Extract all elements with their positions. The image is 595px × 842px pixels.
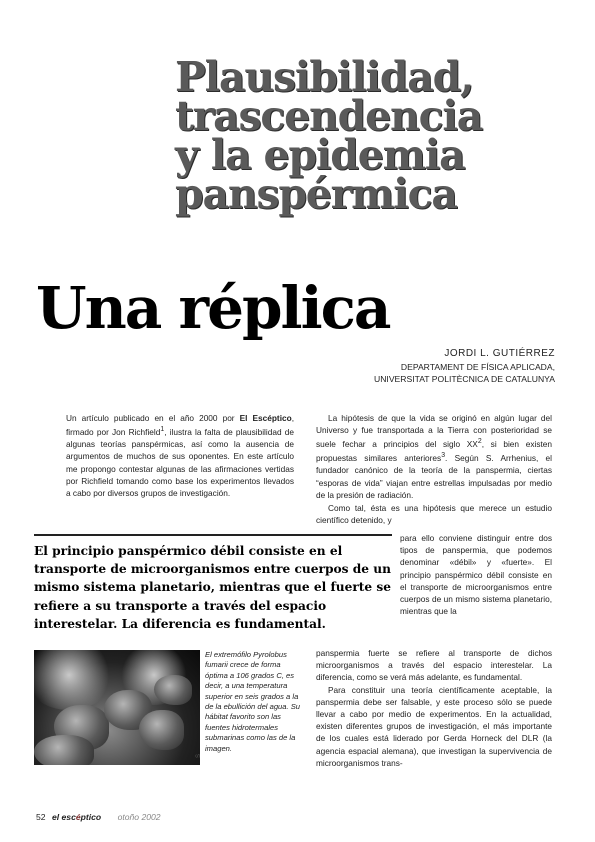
paragraph-falsable: Para constituir una teoría científicamente aceptable, la panspermia debe ser falsable, y este proceso sólo se puede llevar a cabo por medio de experimentos. En la actualidad, existen diferentes grupos de investigación, el más importante de los cuales está liderado por Gerda Horneck del DLR (la agencia espacial alemana), que investigan la supervivencia de microorganismos trans- xyxy=(316,684,552,768)
article-title xyxy=(175,53,575,218)
author-university: UNIVERSITAT POLITÈCNICA DE CATALUNYA xyxy=(374,374,555,384)
column-right-bottom xyxy=(316,647,552,769)
issue-season: otoño 2002 xyxy=(117,812,161,822)
title-line-4: panspérmica xyxy=(175,170,457,218)
footnote-ref-1: 1 xyxy=(160,426,165,434)
column-left xyxy=(66,412,294,499)
vent-rock xyxy=(34,735,94,765)
author-block xyxy=(374,348,555,386)
author-name: JORDI L. GUTIÉRREZ xyxy=(444,348,555,359)
author-department: DEPARTAMENT DE FÍSICA APLICADA, xyxy=(400,361,555,372)
intro-paragraph xyxy=(66,412,294,499)
title-line-1: Plausibilidad, xyxy=(175,53,474,101)
hyp-text-b: , si bien existen propuestas similares anteriores xyxy=(316,439,552,464)
intro-text-b: , firmado por Jon Richfield xyxy=(66,413,294,437)
photo-caption: El extremófilo Pyrolobus fumarii crece de forma óptima a 106 grados C, es decir, a una temperatura superior en seis grados a la de la ebullición del agua. Su hábitat favorito son las fuentes hidrotermales submarinas como las de la imagen. xyxy=(205,650,300,753)
vent-rock xyxy=(139,710,184,750)
hydrothermal-vent-photo xyxy=(34,650,200,765)
brand-accent: é xyxy=(75,812,81,822)
brand-text-b: ptico xyxy=(80,812,102,822)
column-right-narrow: para ello conviene distinguir entre dos tipos de panspermia, que podemos denominar «débil» y «fuerte». El principio panspérmico débil consiste en el transporte de microorganismos entre cuerpos de un mismo sistema planetario, mientras que la xyxy=(400,533,552,617)
paragraph-hypothesis xyxy=(316,412,552,501)
pull-quote: El principio panspérmico débil consiste en el transporte de microorganismos entre cuerpos de un mismo sistema planetario, mientras que el fuerte se refiere a su transporte a través del espacio interestelar. La diferencia es fundamental. xyxy=(34,544,392,631)
pull-quote-rule xyxy=(34,534,392,536)
page-footer xyxy=(36,812,161,822)
paragraph-panspermia-strong: panspermia fuerte se refiere al transporte de dichos microorganismos a través del espacio interestelar. La diferencia, como se verá más adelante, es fundamental. xyxy=(316,648,552,683)
intro-text-a: Un artículo publicado en el año 2000 por xyxy=(66,413,240,423)
intro-text-c: , ilustra la falta de plausibilidad de algunas teorías panspérmicas, así como la ausencia de argumentos de muchos de sus oponentes. En este artículo me propongo contestar algunas de las afirmaciones vertidas por Richfield tomando como base los experimentos llevados a cabo por diversos grupos de investigación. xyxy=(66,426,294,498)
footnote-ref-2: 2 xyxy=(477,438,482,446)
page-number: 52 xyxy=(36,812,46,822)
title-line-2: trascendencia xyxy=(175,92,483,140)
magazine-name: El Escéptico xyxy=(239,413,292,423)
magazine-brand xyxy=(52,812,101,822)
hyp-text-c: . Según S. Arrhenius, el fundador canónico de la teoría de la panspermia, ciertas “esporas de vida” viajan entre estrellas impulsadas por medio de la presión de radiación. xyxy=(316,453,552,500)
vent-plume xyxy=(34,650,114,710)
paragraph-start-como-tal: Como tal, ésta es una hipótesis que merece un estudio científico detenido, y xyxy=(316,502,552,526)
brand-text-a: el esc xyxy=(51,812,76,822)
title-line-3: y la epidemia xyxy=(175,131,465,179)
column-right-top xyxy=(316,412,552,526)
hyp-text-a: La hipótesis de que la vida se originó en algún lugar del Universo y fue transportada a la Tierra con posterioridad se suele fechar a principios del siglo XX xyxy=(316,413,552,450)
footnote-ref-3: 3 xyxy=(441,452,446,460)
photo-credit: S xyxy=(196,753,202,758)
vent-rock xyxy=(154,675,192,705)
article-subtitle: Una réplica xyxy=(36,274,390,342)
